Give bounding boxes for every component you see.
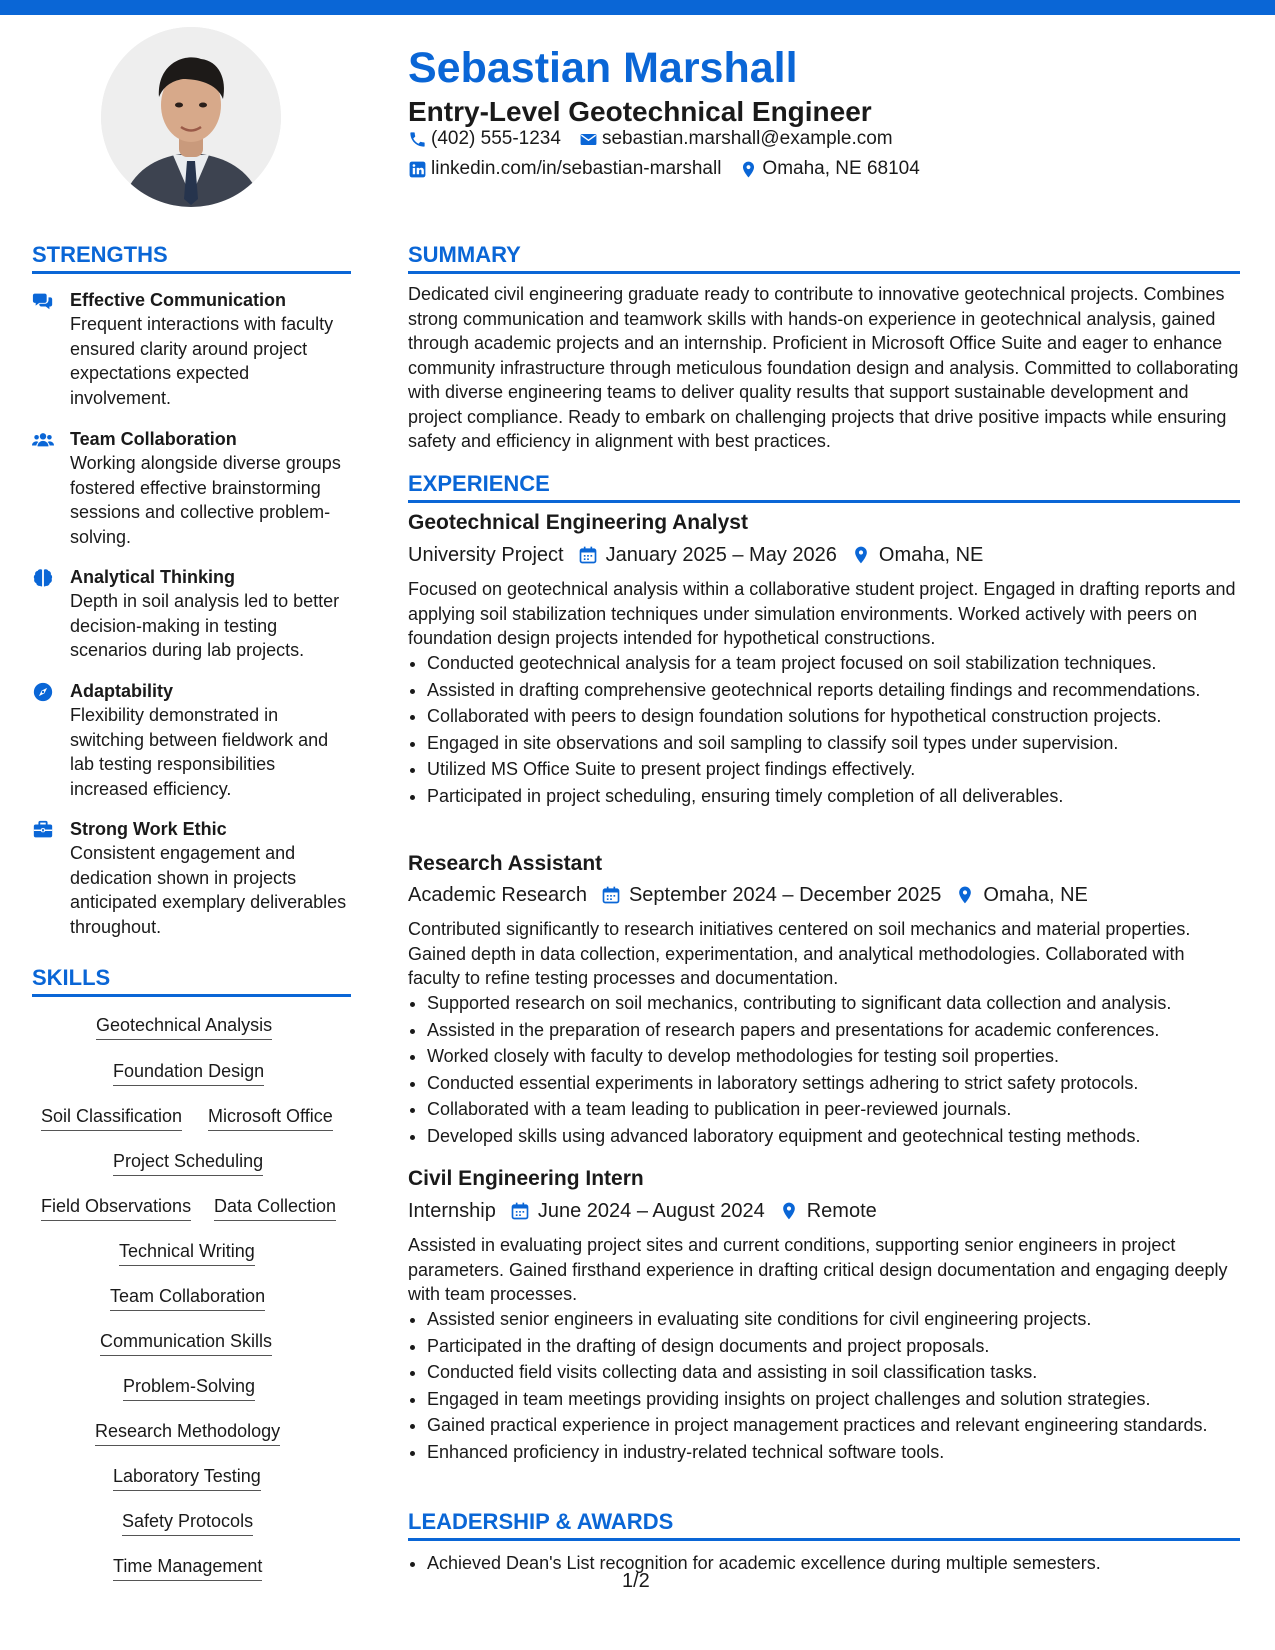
map-pin-icon bbox=[739, 160, 758, 179]
bullet-item: • Collaborated with a team leading to publication in peer-reviewed journals. bbox=[427, 1098, 1257, 1122]
bullet-item: • Conducted geotechnical analysis for a team project focused on soil stabilization techniques. bbox=[427, 652, 1257, 676]
job-location: Omaha, NE bbox=[878, 544, 984, 566]
location-text: Omaha, NE 68104 bbox=[762, 158, 920, 179]
summary-heading: SUMMARY bbox=[408, 241, 1240, 274]
skill-tag: Soil Classification bbox=[41, 1104, 182, 1131]
phone-text: (402) 555-1234 bbox=[431, 128, 561, 149]
envelope-icon bbox=[579, 130, 598, 149]
job-description: Contributed significantly to research initiatives centered on soil mechanics and material properties. Gained depth in data collection, experimentation, and analytical methodologies. Collaborated with faculty to refine testing processes and documentation. bbox=[408, 919, 1191, 988]
bullet-item: • Conducted essential experiments in laboratory settings adhering to strict safety protocols. bbox=[427, 1072, 1257, 1096]
skill-tag: Communication Skills bbox=[100, 1329, 272, 1356]
calendar-icon bbox=[510, 1201, 530, 1221]
page-number: 1/2 bbox=[622, 1570, 650, 1592]
bullet-item: • Achieved Dean's List recognition for academic excellence during multiple semesters. bbox=[427, 1552, 1257, 1576]
bullet-item: • Engaged in site observations and soil sampling to classify soil types under supervision. bbox=[427, 732, 1257, 756]
job-org: Internship bbox=[408, 1200, 496, 1222]
job-title: Civil Engineering Intern bbox=[408, 1167, 644, 1190]
skills-heading: SKILLS bbox=[32, 964, 351, 997]
bullet-item: • Gained practical experience in project management practices and relevant engineering standards. bbox=[427, 1414, 1257, 1438]
bullet-item: • Supported research on soil mechanics, contributing to significant data collection and analysis. bbox=[427, 992, 1257, 1016]
compass-icon bbox=[32, 681, 54, 703]
job-location: Remote bbox=[806, 1200, 877, 1222]
top-accent-bar bbox=[0, 0, 1275, 15]
bullet-item: • Engaged in team meetings providing insights on project challenges and solution strategies. bbox=[427, 1388, 1257, 1412]
strength-title: Effective Communication bbox=[70, 290, 287, 310]
bullet-item: • Conducted field visits collecting data and assisting in soil classification tasks. bbox=[427, 1361, 1257, 1385]
bullet-item: • Participated in project scheduling, ensuring timely completion of all deliverables. bbox=[427, 785, 1257, 809]
calendar-icon bbox=[601, 885, 621, 905]
job-org: Academic Research bbox=[408, 884, 587, 906]
linkedin-icon bbox=[408, 160, 427, 179]
leadership-bullets bbox=[408, 1552, 1257, 1579]
skill-tag: Project Scheduling bbox=[113, 1149, 263, 1176]
bullet-item: • Assisted senior engineers in evaluating site conditions for civil engineering projects. bbox=[427, 1308, 1257, 1332]
strength-title: Strong Work Ethic bbox=[70, 819, 227, 839]
strength-desc: Consistent engagement and dedication shown in projects anticipated exemplary deliverables throughout. bbox=[70, 843, 347, 937]
comments-icon bbox=[32, 290, 54, 312]
bullet-item: • Collaborated with peers to design foundation solutions for hypothetical construction projects. bbox=[427, 705, 1257, 729]
strength-desc: Frequent interactions with faculty ensured clarity around project expectations expected involvement. bbox=[70, 314, 334, 408]
map-pin-icon bbox=[955, 885, 975, 905]
strength-title: Adaptability bbox=[70, 681, 174, 701]
strengths-heading: STRENGTHS bbox=[32, 241, 351, 274]
contact-row-2 bbox=[408, 157, 920, 181]
strength-desc: Working alongside diverse groups fostered effective brainstorming sessions and collective problem-solving. bbox=[70, 453, 341, 547]
job-description: Assisted in evaluating project sites and current conditions, supporting senior engineers in project parameters. Gained firsthand experience in drafting critical design documentation and engaging deeply with team processes. bbox=[408, 1235, 1228, 1304]
skill-tag: Team Collaboration bbox=[110, 1284, 265, 1311]
job-description: Focused on geotechnical analysis within a collaborative student project. Engaged in drafting reports and applying soil stabilization techniques under simulation environments. Worked actively with peers on foundation design projects intended for hypothetical constructions. bbox=[408, 579, 1236, 648]
skill-tag: Data Collection bbox=[214, 1194, 336, 1221]
map-pin-icon bbox=[779, 1201, 799, 1221]
summary-text: Dedicated civil engineering graduate ready to contribute to innovative geotechnical projects. Combines strong communication and teamwork skills with hands-on experience in geotechnical analysis, gained through academic projects and an internship. Proficient in Microsoft Office Suite and eager to enhance community infrastructure through meticulous foundation design and analysis. Committed to collaborating with diverse engineering teams to deliver quality results that support sustainable development and project compliance. Ready to embark on challenging projects that drive positive impacts while ensuring safety and efficiency in alignment with best practices. bbox=[408, 284, 1239, 451]
bullet-item: • Utilized MS Office Suite to present project findings effectively. bbox=[427, 758, 1257, 782]
experience-heading: EXPERIENCE bbox=[408, 470, 1240, 503]
job-bullets bbox=[408, 1308, 1257, 1467]
bullet-item: • Enhanced proficiency in industry-related technical software tools. bbox=[427, 1441, 1257, 1465]
job-bullets bbox=[408, 652, 1257, 811]
job-title: Geotechnical Engineering Analyst bbox=[408, 511, 748, 534]
phone-contact[interactable] bbox=[408, 127, 561, 151]
skill-tag: Safety Protocols bbox=[122, 1509, 253, 1536]
skill-tag: Geotechnical Analysis bbox=[96, 1013, 272, 1040]
brain-icon bbox=[32, 567, 54, 589]
skill-tag: Problem-Solving bbox=[123, 1374, 255, 1401]
skill-tag: Foundation Design bbox=[113, 1059, 264, 1086]
job-meta bbox=[408, 882, 1088, 908]
map-pin-icon bbox=[851, 545, 871, 565]
strength-desc: Depth in soil analysis led to better decision-making in testing scenarios during lab projects. bbox=[70, 591, 340, 660]
job-title: Research Assistant bbox=[408, 852, 603, 875]
strength-title: Team Collaboration bbox=[70, 429, 237, 449]
job-dates: June 2024 – August 2024 bbox=[537, 1200, 765, 1222]
job-meta bbox=[408, 1198, 877, 1224]
linkedin-contact[interactable] bbox=[408, 157, 721, 181]
profile-photo bbox=[101, 27, 281, 207]
job-dates: January 2025 – May 2026 bbox=[605, 544, 837, 566]
bullet-item: • Developed skills using advanced laboratory equipment and geotechnical testing methods. bbox=[427, 1125, 1257, 1149]
strength-desc: Flexibility demonstrated in switching between fieldwork and lab testing responsibilities increased efficiency. bbox=[70, 705, 329, 799]
location-contact bbox=[739, 157, 919, 181]
strength-title: Analytical Thinking bbox=[70, 567, 236, 587]
linkedin-text: linkedin.com/in/sebastian-marshall bbox=[431, 158, 722, 179]
skill-tag: Microsoft Office bbox=[208, 1104, 333, 1131]
skill-tag: Time Management bbox=[113, 1554, 262, 1581]
contact-row-1 bbox=[408, 127, 893, 151]
bullet-item: • Worked closely with faculty to develop methodologies for testing soil properties. bbox=[427, 1045, 1257, 1069]
bullet-item: • Assisted in drafting comprehensive geotechnical reports detailing findings and recommendations. bbox=[427, 679, 1257, 703]
email-text: sebastian.marshall@example.com bbox=[601, 128, 893, 149]
job-meta bbox=[408, 542, 983, 568]
bullet-item: • Assisted in the preparation of research papers and presentations for academic conferences. bbox=[427, 1019, 1257, 1043]
email-contact[interactable] bbox=[579, 127, 893, 151]
strength-item bbox=[32, 427, 354, 549]
strength-item bbox=[32, 288, 354, 410]
job-location: Omaha, NE bbox=[983, 884, 1088, 906]
skill-tag: Research Methodology bbox=[95, 1419, 280, 1446]
strength-item bbox=[32, 565, 354, 663]
phone-icon bbox=[408, 130, 427, 149]
leadership-heading: LEADERSHIP & AWARDS bbox=[408, 1508, 1240, 1541]
skill-tag: Technical Writing bbox=[119, 1239, 255, 1266]
bullet-item: • Participated in the drafting of design documents and project proposals. bbox=[427, 1335, 1257, 1359]
skill-tag: Laboratory Testing bbox=[113, 1464, 261, 1491]
job-org: University Project bbox=[408, 544, 564, 566]
strength-item bbox=[32, 817, 354, 939]
briefcase-icon bbox=[32, 819, 54, 841]
candidate-name: Sebastian Marshall bbox=[408, 44, 798, 92]
users-icon bbox=[32, 429, 54, 451]
job-bullets bbox=[408, 992, 1257, 1151]
strength-item bbox=[32, 679, 354, 801]
skill-tag: Field Observations bbox=[41, 1194, 191, 1221]
job-dates: September 2024 – December 2025 bbox=[628, 884, 942, 906]
candidate-title: Entry-Level Geotechnical Engineer bbox=[408, 96, 872, 127]
calendar-icon bbox=[578, 545, 598, 565]
